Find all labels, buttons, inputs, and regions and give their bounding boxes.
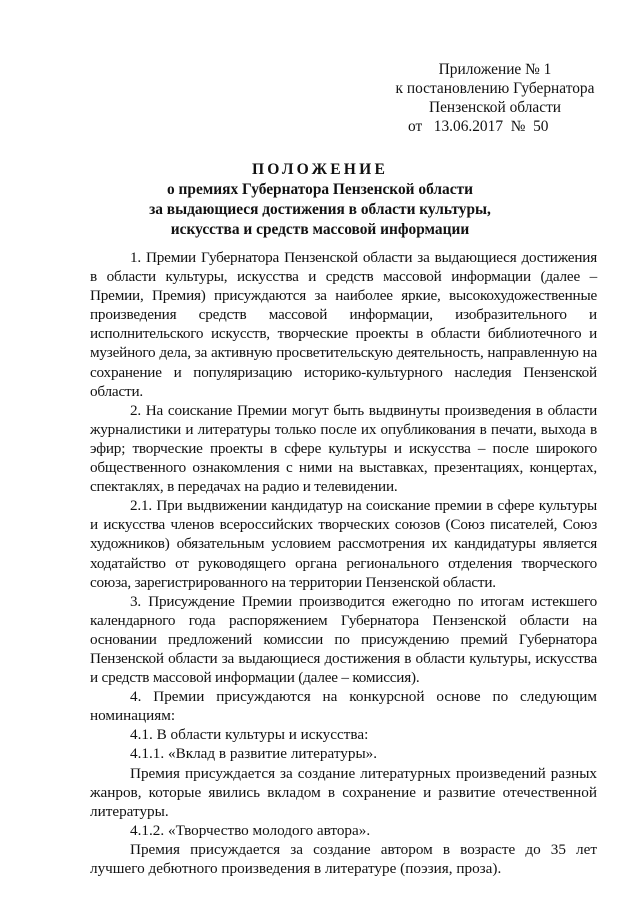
paragraph-4-1-1-text: Премия присуждается за создание литературных произведений разных жанров, которые явились вкладом в сохранение и развитие отечественной литературы. xyxy=(90,764,597,820)
appendix-region: Пензенской области xyxy=(428,99,562,116)
paragraph-4-1-2-text: Премия присуждается за создание автором в возрасте до 35 лет лучшего дебютного произведения в литературе (поэзия, проза). xyxy=(90,840,597,877)
paragraph-4-1-1: 4.1.1. «Вклад в развитие литературы». xyxy=(130,745,378,763)
paragraph-4: 4. Премии присуждаются на конкурсной основе по следующим номинациям: xyxy=(90,688,597,725)
paragraph-1: 1. Премии Губернатора Пензенской области за выдающиеся достижения в области культуры, искусства и средств массовой информации (далее – Премии, Премия) присуждаются за наиболее яркие, высокохудожественные произведения средств массовой информации, изобразительного и исполнительского искусств, творческие проекты в области библиотечного и музейного дела, за активную просветительскую деятельность, направленную на сохранение и популяризацию историко-культурного наследия Пензенской области. xyxy=(90,249,597,400)
appendix-header xyxy=(380,60,610,136)
paragraph-3: 3. Присуждение Премии производится ежегодно по итогам истекшего календарного года распоряжением Губернатора Пензенской области на основании предложений комиссии по присуждению премий Губернатора Пензенской области за выдающиеся достижения в области культуры, искусства и средств массовой информации (далее – комиссия). xyxy=(90,592,597,687)
title-line-2: за выдающиеся достижения в области культуры, xyxy=(149,201,491,218)
document-body xyxy=(90,248,597,878)
title-line-3: искусства и средств массовой информации xyxy=(170,221,470,238)
title-heading: ПОЛОЖЕНИЕ xyxy=(251,161,389,178)
title-line-1: о премиях Губернатора Пензенской области xyxy=(167,181,473,198)
appendix-number: Приложение № 1 xyxy=(438,61,552,78)
paragraph-2-1: 2.1. При выдвижении кандидатур на соискание премии в сфере культуры и искусства членов всероссийских творческих союзов (Союз писателей, Союз художников) обязательным условием рассмотрения их кандидатуры является ходатайство от руководящего органа регионального отделения творческого союза, зарегистрированного на территории Пензенской области. xyxy=(90,497,597,591)
paragraph-4-1-2: 4.1.2. «Творчество молодого автора». xyxy=(130,821,371,839)
paragraph-2: 2. На соискание Премии могут быть выдвинуты произведения в области журналистики и литературы только после их опубликования в печати, выхода в эфир; творческие проекты в сфере культуры и искусства – после широкого общественного ознакомления с ними на выставках, презентациях, концертах, спектаклях, в передачах на радио и телевидении. xyxy=(90,401,597,496)
appendix-date-number: от 13.06.2017 № 50 xyxy=(408,118,549,135)
paragraph-4-1: 4.1. В области культуры и искусства: xyxy=(130,726,369,744)
appendix-resolution-ref: к постановлению Губернатора xyxy=(395,80,595,97)
document-title xyxy=(60,160,580,240)
